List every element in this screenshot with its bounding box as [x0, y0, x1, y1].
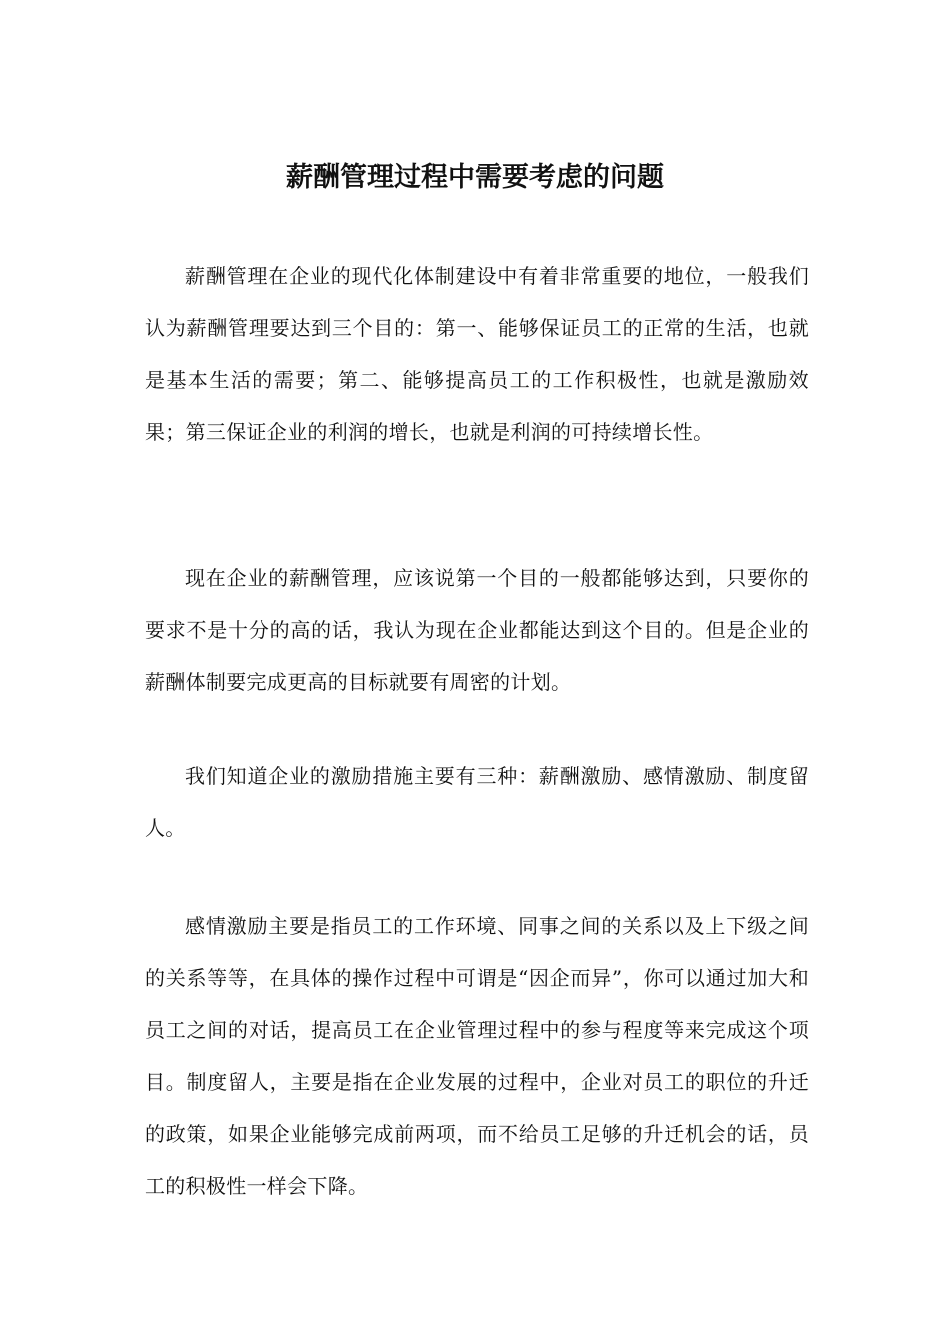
- paragraph-2: 现在企业的薪酬管理，应该说第一个目的一般都能够达到，只要你的要求不是十分的高的话，我认为现在企业都能达到这个目的。但是企业的薪酬体制要完成更高的目标就要有周密的计划。: [145, 566, 809, 694]
- document-title: 薪酬管理过程中需要考虑的问题: [286, 162, 664, 193]
- paragraph-1: 薪酬管理在企业的现代化体制建设中有着非常重要的地位，一般我们认为薪酬管理要达到三个目的：第一、能够保证员工的正常的生活，也就是基本生活的需要；第二、能够提高员工的工作积极性，也就是激励效果；第三保证企业的利润的增长，也就是利润的可持续增长性。: [145, 264, 809, 444]
- paragraph-4: 感情激励主要是指员工的工作环境、同事之间的关系以及上下级之间的关系等等，在具体的操作过程中可谓是“因企而异”，你可以通过加大和员工之间的对话，提高员工在企业管理过程中的参与程度等来完成这个项目。制度留人，主要是指在企业发展的过程中，企业对员工的职位的升迁的政策，如果企业能够完成前两项，而不给员工足够的升迁机会的话，员工的积极性一样会下降。: [145, 914, 809, 1198]
- paragraph-3: 我们知道企业的激励措施主要有三种：薪酬激励、感情激励、制度留人。: [145, 764, 809, 840]
